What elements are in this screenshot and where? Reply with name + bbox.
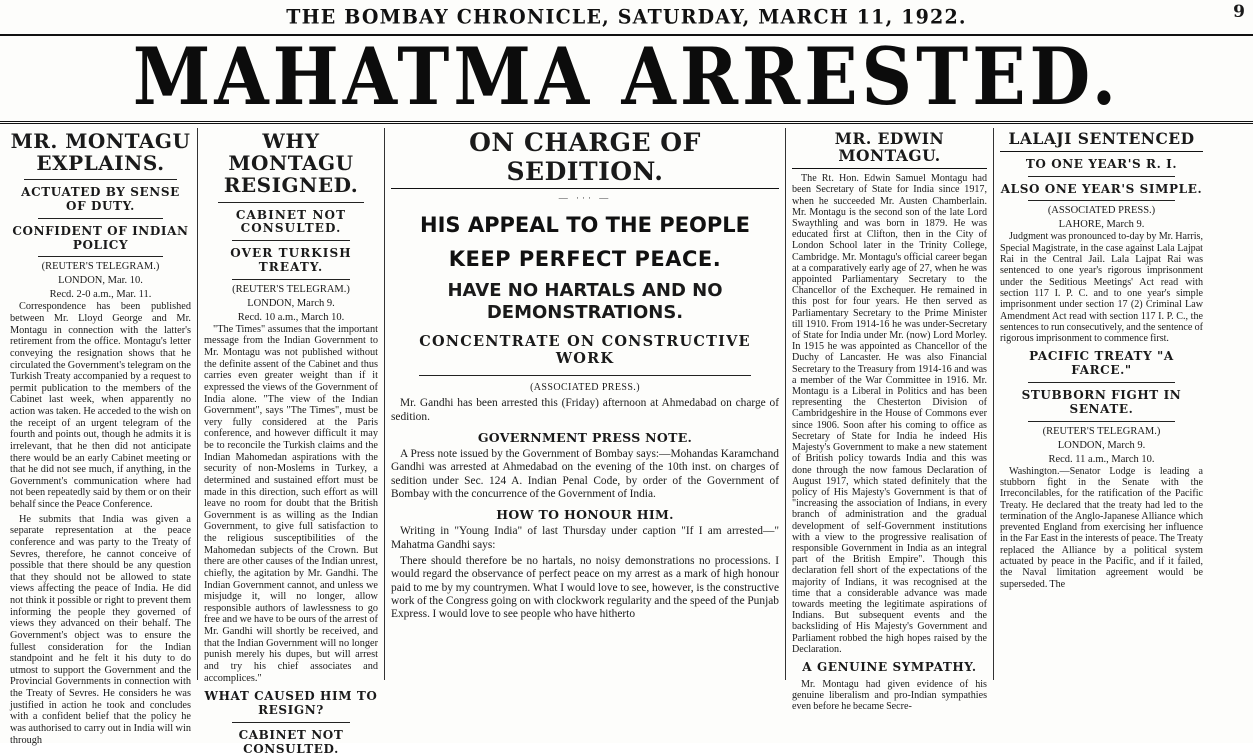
col5-credit-2: (REUTER'S TELEGRAM.) [1042, 425, 1161, 437]
divider [1028, 382, 1175, 383]
col1-received: Recd. 2-0 a.m., Mar. 11. [49, 289, 152, 301]
col5-subhead-1: TO ONE YEAR'S R. I. [1025, 156, 1178, 171]
col3-subhead-honour: HOW TO HONOUR HIM. [496, 507, 674, 523]
col2-paragraph: "The Times" assumes that the important message from the Indian Government to Mr. Montagu was not published without the definite assent of the Cabinet and thus carries even greater weight than if it expressed the views of the Government of India alone. "The view of the Indian Government", says "The Times", must be very fully considered at the Paris conference, and however difficult it may be to reconcile the Turkish claims and the Indian Mahomedan aspirations with the security of non-Moslems in Turkey, a determined and sustained effort must be made in this direction, such effort as will leave no room for doubt that the British Government is as willing as the Indian Government, to give full satisfaction to the religious susceptibilities of the Mahomedan subjects of the Crown. But there are other causes of the Indian unrest, chiefly, the agitation by Mr. Gandhi. The Indian Government cannot, and unless we misjudge it, will no longer, allow responsible authors of lawlessness to go free and we have to be ours of the arrest of Mr. Gandhi will shortly be received, and that the Indian Government will no longer punish merely his dupes, but will arrest and try his chief associates and accomplices." [204, 323, 378, 684]
col1-headline: MR. MONTAGU EXPLAINS. [10, 128, 191, 175]
col1-dateline: LONDON, Mar. 10. [58, 275, 143, 287]
col5-subhead-2: ALSO ONE YEAR'S SIMPLE. [1000, 181, 1203, 196]
main-headline: MAHATMA ARRESTED. [132, 29, 1121, 123]
divider [38, 218, 163, 219]
col1-subhead-2: CONFIDENT OF INDIAN POLICY [12, 223, 189, 252]
col3-paragraph: A Press note issued by the Government of Bombay says:—Mohandas Karamchand Gandhi was arrested at Ahmedabad on the evening of the 10th inst. on charges of sedition under Sec. 124 A. Indian Penal Code, by order of the Government of Bombay with the concurrence of the Government of India. [391, 447, 779, 500]
col3-deck-3: HAVE NO HARTALS AND NO DEMONSTRATIONS. [447, 280, 723, 323]
columns-container [0, 124, 1253, 756]
divider [232, 279, 350, 280]
col5-headline: LALAJI SENTENCED [1008, 128, 1195, 148]
col3-subhead-press-note: GOVERNMENT PRESS NOTE. [477, 429, 693, 445]
col1-credit: (REUTER'S TELEGRAM.) [41, 261, 160, 273]
column-main-story [385, 124, 785, 680]
col3-deck-2: KEEP PERFECT PEACE. [448, 247, 722, 272]
divider [24, 179, 177, 180]
col2-dateline: LONDON, March 9. [247, 297, 335, 309]
col2-subhead-2: OVER TURKISH TREATY. [230, 246, 352, 275]
column-why-montagu-resigned [198, 124, 384, 756]
col3-headline: ON CHARGE OF SEDITION. [469, 127, 701, 186]
col2-subhead-4: CABINET NOT CONSULTED. [238, 727, 344, 756]
col5-subhead-3: PACIFIC TREATY "A FARCE." [1029, 349, 1174, 378]
divider [232, 722, 350, 723]
col5-subhead-4: STUBBORN FIGHT IN SENATE. [1021, 388, 1182, 416]
divider [218, 202, 364, 203]
col5-dateline: LAHORE, March 9. [1058, 219, 1145, 231]
col3-deck-4: CONCENTRATE ON CONSTRUCTIVE WORK [419, 333, 751, 368]
col2-credit: (REUTER'S TELEGRAM.) [232, 283, 350, 295]
divider [419, 375, 751, 376]
col3-lede: Mr. Gandhi has been arrested this (Friday) afternoon at Ahmedabad on charge of sedition. [391, 397, 779, 423]
col3-paragraph: Writing in "Young India" of last Thursday under caption "If I am arrested—" Mahatma Gandhi says: [391, 525, 779, 551]
col3-credit: (ASSOCIATED PRESS.) [530, 382, 640, 394]
col5-paragraph: Washington.—Senator Lodge is leading a stubborn fight in the Senate with the Irreconcilables, for the ratification of the Pacific Treaty. He declared that the treaty had led to the termination of the Anglo-Japanese Alliance which prevented England from exercising her influence in the Far East in the interests of peace. The Treaty replaced the Alliance by a political system actuated by peace in the Pacific, and if it failed, the Naval limitation agreement would be superseded. The [1000, 465, 1203, 590]
divider [792, 168, 987, 169]
col5-received-2: Recd. 11 a.m., March 10. [1048, 453, 1155, 465]
col4-paragraph: Mr. Montagu had given evidence of his genuine liberalism and pro-Indian sympathies even before he became Secre- [792, 678, 987, 713]
column-mr-edwin-montagu [786, 124, 993, 713]
divider [1028, 421, 1175, 422]
column-lalaji-sentenced [994, 124, 1209, 680]
divider [38, 256, 163, 257]
divider [1000, 151, 1203, 152]
page-number: 9 [1233, 2, 1245, 22]
divider [1028, 200, 1175, 201]
col1-subhead-1: ACTUATED BY SENSE OF DUTY. [21, 185, 180, 214]
col5-paragraph: Judgment was pronounced to-day by Mr. Harris, Special Magistrate, in the case against Lala Lajpat Rai in the Central Jail. Lala Lajpat Rai was sentenced to one year's rigorous imprisonment under the Seditious Meetings' Act read with section 117 I. P. C. and to one year's simple imprisonment under section 17 (2) Criminal Law Amendment Act read with section 117 I. P. C., the sentences to run consecutively, and the sentence of rigorous imprisonment to commence first. [1000, 231, 1203, 345]
ornament: — ··· — [558, 192, 612, 203]
col3-deck-1: HIS APPEAL TO THE PEOPLE [420, 212, 750, 237]
divider [1028, 176, 1175, 177]
headline-band [0, 29, 1253, 124]
col2-headline: WHY MONTAGU RESIGNED. [223, 128, 359, 198]
col4-subhead: A GENUINE SYMPATHY. [802, 659, 977, 674]
col1-paragraph: Correspondence has been published between Mr. Lloyd George and Mr. Montagu in connection with the latter's retirement from the office. Montagu's letter conveying the resignation shows that he circulated the Government's telegram on the Turkish Treaty accompanied by a request to permit publication to the members of the Cabinet last week, when apparently no action was taken. He acceded to the wish on the receipt of an urgent telegram of the fourth and points out, though he admits it is irrelevant, that he then did not anticipate there would be an early Cabinet meeting or that he did not see much, if anything, in the Government's communication where had not been repeatedly said by them or on their behalf since the Peace Conference. [10, 301, 191, 511]
column-montagu-explains [4, 124, 197, 746]
divider [232, 240, 350, 241]
col4-paragraph: The Rt. Hon. Edwin Samuel Montagu had been Secretary of State for India since 1917, when he succeeded Mr. Austen Chamberlain. Mr. Montagu is the second son of the late Lord Swaythling and was born in 1879. He was educated first at Clifton, then in the City of London School later in the Trinity College, Cambridge. Mr. Montagu's official career began at a comparatively early age of 27, when he was appointed Parliamentary Secretary to the Chancellor of the Exchequer. He remained in this post for four years. He then served as Parliamentary Secretary to the Prime Minister till 1910. From 1914-16 he was under-Secretary of State for India under Mr. (now) Lord Morley. In 1915 he was appointed as Chancellor of the Duchy of Lancaster. He was also Financial Secretary to the Treasury from 1914-16 and was a member of the War Committee in 1916. Mr. Montagu is a Liberal in Politics and has been representing the Chesterton Division of Cambridgeshire in the House of Commons ever since 1906. Soon after his coming to office as Secretary of State for India he indeed His Majesty's Government to make a new statement of British policy towards India and this was done through the now famous Declaration of August 1917, which stated definitely that the policy of His Majesty's Government is that of "increasing the association of Indians, in every branch of administration and the gradual development of self-Government institutions with a view to the progressive realisation of responsible Government in India as an integral part of the British Empire". Though this declaration fell short of the expectations of the majority of Indians, it was recognised at the time that a considerable advance was made towards meeting the legitimate aspirations of Indians. But subsequent events and the backsliding of His Majesty's Government and Parliament robbed the high hopes raised by the Declaration. [792, 173, 987, 655]
col3-paragraph: There should therefore be no hartals, no noisy demonstrations no processions. I would regard the observance of perfect peace on my arrest as a mark of high honour paid to me by my countrymen. What I would love to see, however, is the constructive work of the Congress going on with clockwork regularity and the speed of the Punjab Express. I would love to see people who have hitherto [391, 554, 779, 621]
col2-subhead-3: WHAT CAUSED HIM TO RESIGN? [204, 689, 378, 718]
col5-dateline-2: LONDON, March 9. [1057, 439, 1146, 451]
col2-received: Recd. 10 a.m., March 10. [237, 311, 345, 323]
col2-subhead-1: CABINET NOT CONSULTED. [235, 207, 347, 236]
masthead-title: THE BOMBAY CHRONICLE, SATURDAY, MARCH 11, 1922. [286, 5, 967, 29]
divider [391, 188, 779, 189]
col1-paragraph: He submits that India was given a separate representation at the peace conference and was party to the Treaty of Sevres, therefore, he cannot conceive of possible that there should be any question that they should not be allowed to state views affecting the peace of India. He did not think it possible or right to prevent them informing the people they governed of views they advanced on their behalf. The Government's object was to ensure the fullest consideration for the Indian standpoint and he felt it his duty to do utmost to support the Government and the Provincial Governments in connection with the Treaty of Sevres. He considers he was justified in action he took and concludes with a confident belief that the policy he was authorised to carry out in India will win through [10, 513, 191, 746]
col4-headline: MR. EDWIN MONTAGU. [834, 128, 945, 165]
col5-credit: (ASSOCIATED PRESS.) [1047, 205, 1156, 217]
